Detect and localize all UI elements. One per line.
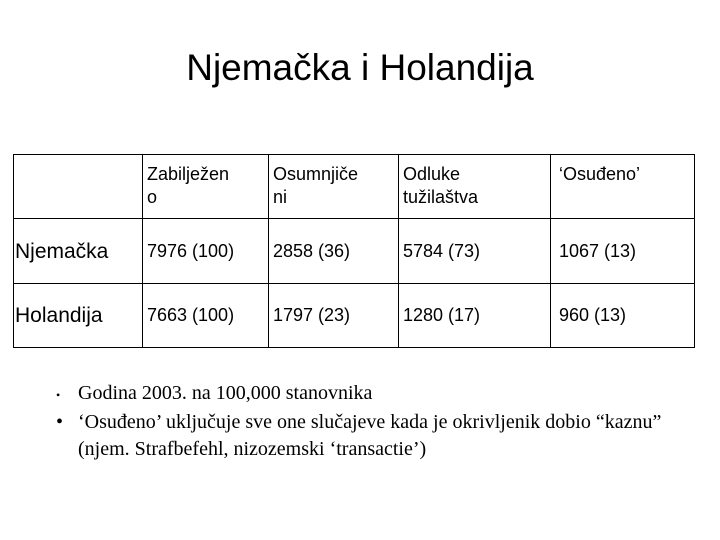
table-row (14, 219, 695, 284)
header-line: tužilaštva (403, 187, 479, 207)
table-cell: 1797 (23) (269, 284, 399, 348)
note-text: Godina 2003. na 100,000 stanovnika (78, 382, 373, 404)
table-cell: 7663 (100) (143, 284, 269, 348)
table-cell: 1067 (13) (551, 219, 695, 284)
table-row (14, 284, 695, 348)
slide-title: Njemačka i Holandija (186, 47, 534, 88)
table-cell: 1280 (17) (399, 284, 551, 348)
header-line: Osumnjiče (273, 164, 359, 184)
note-item (56, 380, 696, 409)
notes-list (56, 380, 696, 463)
table-cell: 7976 (100) (143, 219, 269, 284)
bullet-icon: • (56, 388, 61, 402)
header-line: ni (273, 187, 288, 207)
note-item (56, 409, 696, 463)
note-text: ‘Osuđeno’ uključuje sve one slučajeve kada je okrivljenik dobio “kaznu” (njem. Strafbefehl, nizozemski ‘transactie’) (78, 411, 662, 460)
table-corner-cell (14, 155, 143, 219)
header-line: Zabilježen (147, 164, 230, 184)
bullet-icon: • (56, 411, 64, 433)
header-cell-osudeno (551, 155, 695, 219)
header-cell-zabiljezeno (143, 155, 269, 219)
header-line: ‘Osuđeno’ (559, 164, 641, 184)
row-label-njemacka: Njemačka (14, 219, 143, 284)
table-cell: 2858 (36) (269, 219, 399, 284)
header-line: Odluke (403, 164, 461, 184)
table-cell: 5784 (73) (399, 219, 551, 284)
header-cell-odluke-tuzilastva (399, 155, 551, 219)
row-label-holandija: Holandija (14, 284, 143, 348)
comparison-table (13, 154, 695, 348)
header-cell-osumnjiceni (269, 155, 399, 219)
table-header-row (14, 155, 695, 219)
table-cell: 960 (13) (551, 284, 695, 348)
header-line: o (147, 187, 158, 207)
